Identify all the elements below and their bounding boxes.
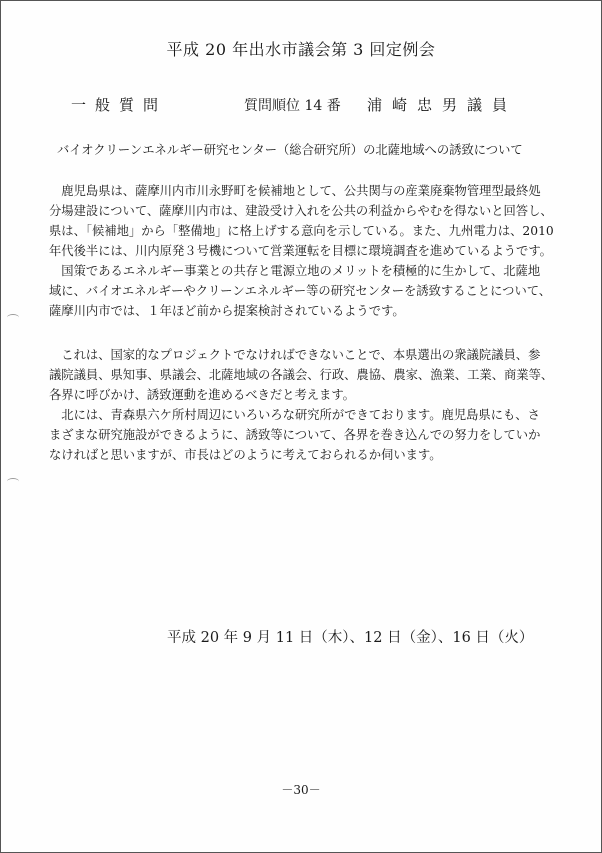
body-line: なければと思いますが、市長はどのように考えておられるか伺います。 xyxy=(49,448,442,462)
question-type: 一般質問 xyxy=(71,96,168,114)
page-number: －30－ xyxy=(281,783,321,797)
body-line: 北には、青森県六ケ所村周辺にいろいろな研究所ができております。鹿児島県にも、さ xyxy=(49,408,540,422)
body-line: 議院議員、県知事、県議会、北薩地域の各議会、行政、農協、農家、漁業、工業、商業等、 xyxy=(49,368,554,382)
body-line: 薩摩川内市では、１年ほど前から提案検討されているようです。 xyxy=(49,304,405,318)
body-line: 国策であるエネルギー事業との共存と電源立地のメリットを積極的に生かして、北薩地 xyxy=(49,264,541,278)
member-name: 浦崎忠男議員 xyxy=(367,96,518,114)
question-subject: バイオクリーンエネルギー研究センター（総合研究所）の北薩地域への誘致について xyxy=(57,143,523,157)
punch-hole-mark xyxy=(7,478,19,485)
body-line: まざまな研究施設ができるように、誘致等について、各界を巻き込んでの努力をしていか xyxy=(49,428,541,442)
body-line: 各界に呼びかけ、誘致運動を進めるべきだと考えます。 xyxy=(49,388,355,402)
body-line: 分場建設について、薩摩川内市は、建設受け入れを公共の利益からやむを得ないと回答し、 xyxy=(49,204,553,218)
body-line: 鹿児島県は、薩摩川内市川永野町を候補地として、公共関与の産業廃棄物管理型最終処 xyxy=(49,184,541,198)
body-line: 域に、バイオエネルギーやクリーンエネルギー等の研究センターを誘致することについて、 xyxy=(49,284,552,298)
session-title: 平成 20 年出水市議会第 3 回定例会 xyxy=(166,40,436,59)
meeting-dates: 平成 20 年 9 月 11 日（木）、12 日（金）、16 日（火） xyxy=(167,630,534,646)
question-order: 質問順位 14 番 xyxy=(244,98,341,114)
punch-hole-mark xyxy=(7,314,19,321)
body-line: 年代後半には、川内原発３号機について営業運転を目標に環境調査を進めているようです。 xyxy=(49,244,552,258)
body-line: 県は、「候補地」から「整備地」に格上げする意向を示している。また、九州電力は、2010 xyxy=(49,224,554,238)
body-line: これは、国家的なプロジェクトでなければできないことで、本県選出の衆議院議員、参 xyxy=(49,348,541,362)
